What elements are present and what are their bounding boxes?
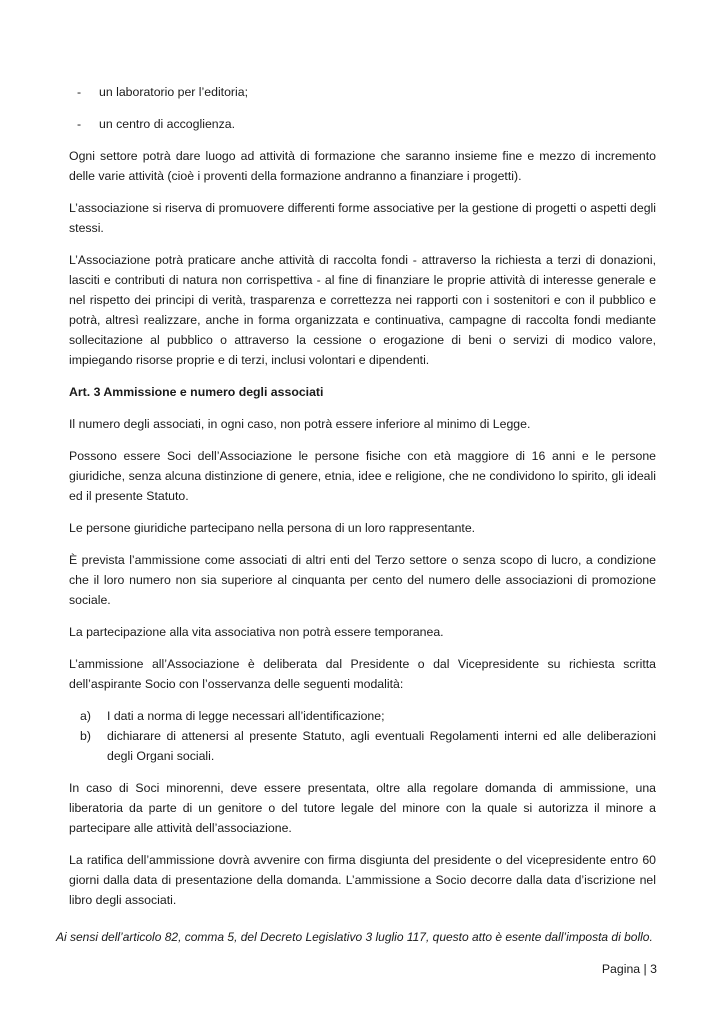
- list-item: [69, 726, 656, 766]
- paragraph-numero-associati: Il numero degli associati, in ogni caso, non potrà essere inferiore al minimo di Legge.: [69, 417, 531, 431]
- footer-note: Ai sensi dell’articolo 82, comma 5, del Decreto Legislativo 3 luglio 117, questo atto è esente dall’imposta di bollo.: [56, 930, 653, 944]
- paragraph-soci-minorenni: In caso di Soci minorenni, deve essere presentata, oltre alla regolare domanda di ammissione, una liberatoria da parte di un genitore o del tutore legale del minore con la quale si autorizza il minore a partecipare alle attività dell’associazione.: [69, 781, 656, 835]
- paragraph-enti-terzo-settore: È prevista l’ammissione come associati di altri enti del Terzo settore o senza scopo di lucro, a condizione che il loro numero non sia superiore al cinquanta per cento del numero delle associazioni di promozione sociale.: [69, 553, 656, 607]
- paragraph-partecipazione: La partecipazione alla vita associativa non potrà essere temporanea.: [69, 625, 444, 639]
- list-item: [69, 82, 656, 102]
- list-item-text: un centro di accoglienza.: [99, 117, 236, 131]
- list-item-text: I dati a norma di legge necessari all’identificazione;: [107, 709, 385, 723]
- page-number: Pagina | 3: [601, 962, 657, 976]
- paragraph-ratifica: La ratifica dell’ammissione dovrà avvenire con firma disgiunta del presidente o del vicepresidente entro 60 giorni dalla data di presentazione della domanda. L’ammissione a Socio decorre dalla data d’iscrizione nel libro degli associati.: [69, 853, 656, 907]
- list-item: [69, 706, 656, 726]
- paragraph-soci: Possono essere Soci dell’Associazione le persone fisiche con età maggiore di 16 anni e le persone giuridiche, senza alcuna distinzione di genere, etnia, idee e religione, che ne condividono lo spirito, gli ideali ed il presente Statuto.: [69, 449, 656, 503]
- paragraph-settore: Ogni settore potrà dare luogo ad attività di formazione che saranno insieme fine e mezzo di incremento delle varie attività (cioè i proventi della formazione andranno a finanziare i progetti).: [69, 149, 656, 183]
- paragraph-ammissione: L’ammissione all’Associazione è deliberata dal Presidente o dal Vicepresidente su richiesta scritta dell’aspirante Socio con l’osservanza delle seguenti modalità:: [69, 657, 656, 691]
- list-marker: a): [80, 709, 91, 723]
- page-body: [69, 82, 656, 922]
- paragraph-forme-associative: L’associazione si riserva di promuovere differenti forme associative per la gestione di progetti o aspetti degli stessi.: [69, 201, 656, 235]
- list-item-text: un laboratorio per l’editoria;: [99, 85, 249, 99]
- list-marker: b): [80, 729, 91, 743]
- article-heading: Art. 3 Ammissione e numero degli associati: [69, 385, 324, 399]
- list-item-text: dichiarare di attenersi al presente Statuto, agli eventuali Regolamenti interni ed alle deliberazioni degli Organi sociali.: [107, 729, 656, 763]
- list-dash: -: [77, 85, 82, 99]
- list-item: [69, 114, 656, 134]
- paragraph-raccolta-fondi: L’Associazione potrà praticare anche attività di raccolta fondi - attraverso la richiesta a terzi di donazioni, lasciti e contributi di natura non corrispettiva - al fine di finanziare le proprie attività di interesse generale e nel rispetto dei principi di verità, trasparenza e correttezza nei rapporti con i sostenitori e con il pubblico e potrà, altresì realizzare, anche in forma organizzata e continuativa, campagne di raccolta fondi mediante sollecitazione al pubblico o attraverso la cessione o erogazione di beni o servizi di modico valore, impiegando risorse proprie e di terzi, inclusi volontari e dipendenti.: [69, 253, 656, 367]
- modalita-list: [69, 706, 656, 766]
- list-dash: -: [77, 117, 82, 131]
- paragraph-persone-giuridiche: Le persone giuridiche partecipano nella persona di un loro rappresentante.: [69, 521, 476, 535]
